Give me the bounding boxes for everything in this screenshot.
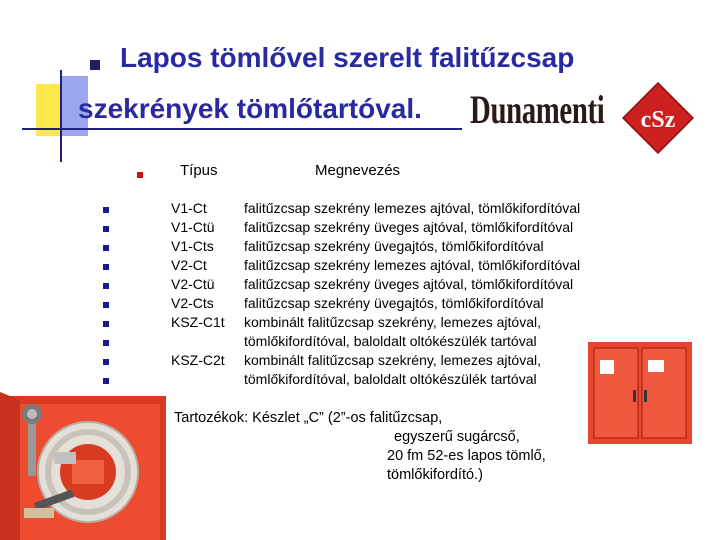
slide-title-line1: Lapos tömlővel szerelt falitűzcsap	[120, 42, 575, 73]
row-bullet-icon	[103, 245, 109, 251]
row-description: falitűzcsap szekrény lemezes ajtóval, tömlőkifordítóval	[244, 200, 581, 216]
row-bullet-icon	[103, 226, 109, 232]
row-bullet-icon	[103, 321, 109, 327]
row-type: KSZ-C1t	[171, 314, 225, 330]
row-type: V1-Ct	[171, 200, 207, 216]
slide-title-line2: szekrények tömlőtartóval.	[78, 93, 422, 124]
row-type: V1-Cts	[171, 238, 214, 254]
row-bullet-icon	[103, 283, 109, 289]
row-description: falitűzcsap szekrény üvegajtós, tömlőkifordítóval	[244, 238, 544, 254]
accessories-line1: Tartozékok: Készlet „C” (2”-os falitűzcsap,	[174, 410, 443, 426]
row-description: tömlőkifordítóval, baloldalt oltókészülék tartóval	[244, 333, 537, 349]
accessories-line4: tömlőkifordító.)	[387, 467, 483, 483]
accessories-line3: 20 fm 52-es lapos tömlő,	[387, 448, 546, 464]
row-bullet-icon	[103, 264, 109, 270]
column-header-name: Megnevezés	[315, 162, 401, 179]
logo-mark-icon	[622, 82, 694, 154]
row-type: V2-Ct	[171, 257, 207, 273]
row-description: falitűzcsap szekrény üvegajtós, tömlőkifordítóval	[244, 295, 544, 311]
row-bullet-icon	[103, 359, 109, 365]
row-description: kombinált falitűzcsap szekrény, lemezes ajtóval,	[244, 314, 541, 330]
logo-mark-text: cSz	[640, 107, 676, 133]
decorative-vertical-line	[60, 70, 62, 162]
fire-hose-cabinet-open-image	[0, 392, 170, 540]
accessories-line2: egyszerű sugárcső,	[394, 429, 520, 445]
row-type: V2-Ctü	[171, 276, 215, 292]
row-bullet-icon	[103, 340, 109, 346]
row-description: falitűzcsap szekrény üveges ajtóval, tömlőkifordítóval	[244, 276, 574, 292]
row-type: V1-Ctü	[171, 219, 215, 235]
column-header-type: Típus	[180, 162, 218, 179]
row-type: KSZ-C2t	[171, 352, 225, 368]
row-description: tömlőkifordítóval, baloldalt oltókészülék tartóval	[244, 371, 537, 387]
row-description: falitűzcsap szekrény lemezes ajtóval, tömlőkifordítóval	[244, 257, 581, 273]
row-type: V2-Cts	[171, 295, 214, 311]
row-bullet-icon	[103, 302, 109, 308]
row-description: falitűzcsap szekrény üveges ajtóval, tömlőkifordítóval	[244, 219, 574, 235]
decorative-horizontal-line	[22, 128, 462, 130]
logo-text: Dunamenti	[470, 87, 605, 132]
header-bullet-icon	[137, 172, 143, 178]
row-description: kombinált falitűzcsap szekrény, lemezes ajtóval,	[244, 352, 541, 368]
row-bullet-icon	[103, 207, 109, 213]
row-bullet-icon	[103, 378, 109, 384]
fire-hose-cabinet-closed-image	[588, 342, 692, 444]
title-bullet-icon	[90, 60, 100, 70]
